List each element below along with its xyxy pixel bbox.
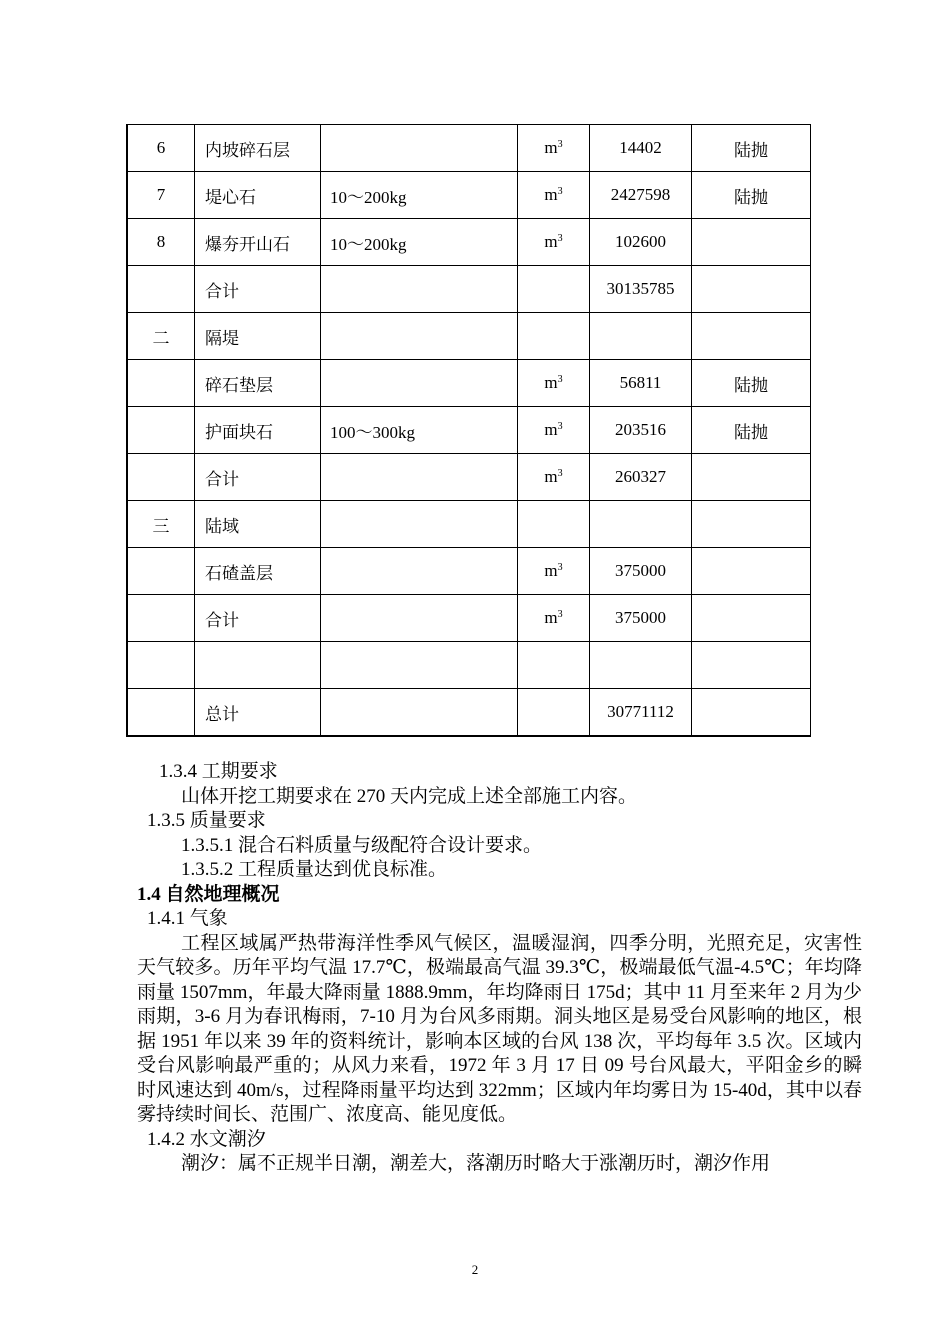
- section-heading-1-3-4: 1.3.4 工期要求: [159, 761, 278, 782]
- cell-item-name: 合计: [195, 595, 321, 642]
- cell-number: [127, 548, 195, 595]
- cell-number: 7: [127, 172, 195, 219]
- unit-base: m: [544, 467, 558, 486]
- cell-item-name: 内坡碎石层: [195, 125, 321, 172]
- cell-quantity: 2427598: [590, 172, 692, 219]
- table-row: [127, 266, 811, 313]
- cell-quantity: 375000: [590, 548, 692, 595]
- cell-item-name: 石碴盖层: [195, 548, 321, 595]
- cell-spec: [321, 125, 518, 172]
- cell-item-name: [195, 642, 321, 689]
- table-row: [127, 454, 811, 501]
- cell-unit: [518, 266, 590, 313]
- unit-base: m: [544, 138, 558, 157]
- unit-exponent: 3: [557, 468, 563, 479]
- table-row: [127, 548, 811, 595]
- section-heading-1-4-1: 1.4.1 气象: [147, 908, 228, 929]
- table-row: [127, 172, 811, 219]
- cell-quantity: 102600: [590, 219, 692, 266]
- cell-quantity: 30771112: [590, 689, 692, 737]
- cell-note: [692, 642, 811, 689]
- cell-unit: [518, 642, 590, 689]
- body-text: [137, 760, 862, 1177]
- unit-base: m: [544, 373, 558, 392]
- cell-spec: 10～200kg: [321, 219, 518, 266]
- cell-quantity: [590, 642, 692, 689]
- cell-note: 陆抛: [692, 125, 811, 172]
- cell-quantity: 260327: [590, 454, 692, 501]
- cell-unit: [518, 219, 590, 266]
- cell-item-name: 碎石垫层: [195, 360, 321, 407]
- cell-note: 陆抛: [692, 172, 811, 219]
- cell-note: [692, 501, 811, 548]
- cell-number: [127, 266, 195, 313]
- unit-base: m: [544, 420, 558, 439]
- cell-item-name: 隔堤: [195, 313, 321, 360]
- quantity-table-body: [127, 125, 811, 737]
- cell-number: [127, 360, 195, 407]
- cell-unit: [518, 454, 590, 501]
- page-number: 2: [471, 1262, 479, 1277]
- cell-note: [692, 689, 811, 737]
- cell-quantity: 14402: [590, 125, 692, 172]
- unit-exponent: 3: [557, 374, 563, 385]
- cell-unit: [518, 501, 590, 548]
- cell-item-name: 合计: [195, 266, 321, 313]
- cell-note: [692, 595, 811, 642]
- table-row: [127, 313, 811, 360]
- cell-unit: [518, 172, 590, 219]
- paragraph-schedule: 山体开挖工期要求在 270 天内完成上述全部施工内容。: [181, 785, 638, 807]
- cell-quantity: [590, 313, 692, 360]
- table-row: [127, 595, 811, 642]
- cell-number: [127, 454, 195, 501]
- cell-note: [692, 266, 811, 313]
- cell-number: 8: [127, 219, 195, 266]
- unit-exponent: 3: [557, 609, 563, 620]
- cell-note: [692, 219, 811, 266]
- unit-value: [544, 373, 562, 392]
- table-row: [127, 219, 811, 266]
- cell-unit: [518, 125, 590, 172]
- unit-exponent: 3: [557, 562, 563, 573]
- cell-quantity: 56811: [590, 360, 692, 407]
- cell-item-name: 堤心石: [195, 172, 321, 219]
- unit-value: [544, 138, 562, 157]
- cell-spec: 10～200kg: [321, 172, 518, 219]
- cell-unit: [518, 548, 590, 595]
- cell-unit: [518, 313, 590, 360]
- cell-unit: [518, 595, 590, 642]
- unit-exponent: 3: [557, 421, 563, 432]
- cell-quantity: 375000: [590, 595, 692, 642]
- unit-value: [544, 608, 562, 627]
- cell-quantity: 203516: [590, 407, 692, 454]
- cell-unit: [518, 407, 590, 454]
- table-row: [127, 360, 811, 407]
- unit-value: [544, 185, 562, 204]
- cell-spec: [321, 595, 518, 642]
- table-row: [127, 501, 811, 548]
- cell-note: [692, 548, 811, 595]
- paragraph-quality-1: 1.3.5.1 混合石料质量与级配符合设计要求。: [181, 834, 543, 856]
- table-row: [127, 689, 811, 737]
- section-heading-1-4: 1.4 自然地理概况: [137, 883, 280, 905]
- cell-item-name: 爆夯开山石: [195, 219, 321, 266]
- cell-number: [127, 595, 195, 642]
- cell-quantity: [590, 501, 692, 548]
- table-row: [127, 642, 811, 689]
- cell-number: 6: [127, 125, 195, 172]
- unit-base: m: [544, 608, 558, 627]
- cell-item-name: 陆域: [195, 501, 321, 548]
- cell-spec: [321, 548, 518, 595]
- unit-exponent: 3: [557, 139, 563, 150]
- cell-spec: [321, 266, 518, 313]
- cell-note: 陆抛: [692, 360, 811, 407]
- unit-exponent: 3: [557, 233, 563, 244]
- cell-number: 二: [127, 313, 195, 360]
- unit-base: m: [544, 232, 558, 251]
- paragraph-climate: 工程区域属严热带海洋性季风气候区，温暖湿润，四季分明，光照充足，灾害性天气较多。历年平均气温 17.7℃，极端最高气温 39.3℃，极端最低气温-4.5℃；年均降雨量 1507mm，年最大降雨量 1888.9mm，年均降雨日 175d；其中 11 月至来年 2 月为少雨期，3-6 月为春讯梅雨，7-10 月为台风多雨期。洞头地区是易受台风影响的地区，根据 1951 年以来 39 年的资料统计，影响本区域的台风 138 次，平均每年 3.5 次。区域内受台风影响最严重的；从风力来看，1972 年 3 月 17 日 09 号台风最大，平阳金乡的瞬时风速达到 40m/s，过程降雨量平均达到 322mm；区域内年均雾日为 15-40d，其中以春雾持续时间长、范围广、浓度高、能见度低。: [137, 932, 862, 1125]
- unit-base: m: [544, 185, 558, 204]
- unit-value: [544, 420, 562, 439]
- cell-unit: [518, 689, 590, 737]
- cell-number: [127, 689, 195, 737]
- section-heading-1-4-2: 1.4.2 水文潮汐: [147, 1128, 266, 1150]
- cell-spec: [321, 642, 518, 689]
- cell-quantity: 30135785: [590, 266, 692, 313]
- cell-number: [127, 642, 195, 689]
- paragraph-quality-2: 1.3.5.2 工程质量达到优良标准。: [181, 859, 448, 880]
- section-heading-1-3-5: 1.3.5 质量要求: [147, 810, 266, 831]
- unit-value: [544, 561, 562, 580]
- unit-exponent: 3: [557, 186, 563, 197]
- cell-unit: [518, 360, 590, 407]
- cell-spec: 100～300kg: [321, 407, 518, 454]
- cell-note: [692, 313, 811, 360]
- paragraph-tide: 潮汐：属不正规半日潮，潮差大，落潮历时略大于涨潮历时，潮汐作用: [181, 1153, 771, 1174]
- cell-number: [127, 407, 195, 454]
- cell-spec: [321, 360, 518, 407]
- table-row: [127, 407, 811, 454]
- quantity-table: [126, 124, 811, 737]
- unit-value: [544, 467, 562, 486]
- table-row: [127, 125, 811, 172]
- cell-spec: [321, 313, 518, 360]
- cell-spec: [321, 501, 518, 548]
- cell-item-name: 护面块石: [195, 407, 321, 454]
- cell-spec: [321, 689, 518, 737]
- unit-value: [544, 232, 562, 251]
- cell-spec: [321, 454, 518, 501]
- unit-base: m: [544, 561, 558, 580]
- cell-item-name: 总计: [195, 689, 321, 737]
- cell-note: [692, 454, 811, 501]
- cell-note: 陆抛: [692, 407, 811, 454]
- cell-item-name: 合计: [195, 454, 321, 501]
- cell-number: 三: [127, 501, 195, 548]
